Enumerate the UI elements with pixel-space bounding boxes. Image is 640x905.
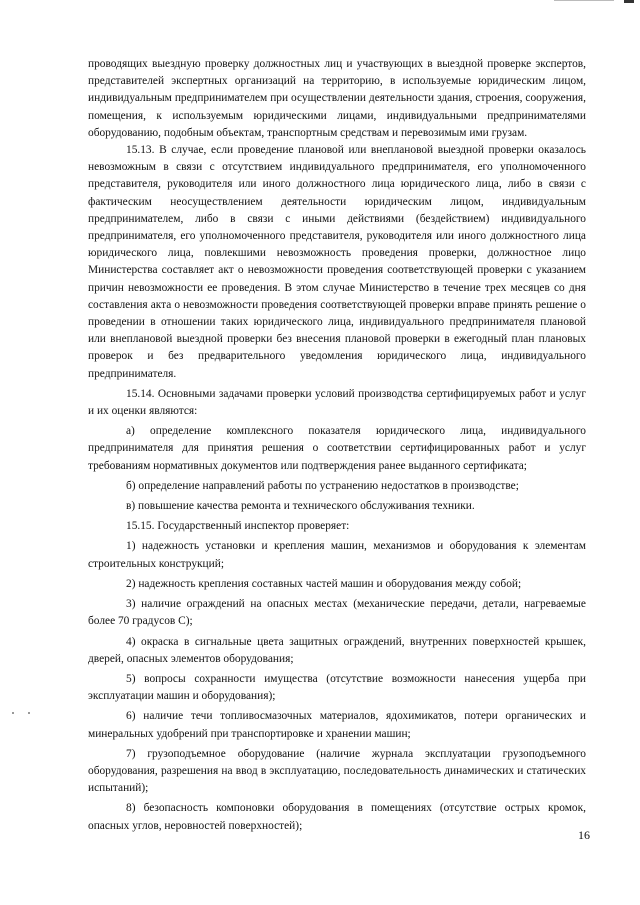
paragraph-continuation: проводящих выездную проверку должностных лиц и участвующих в выездной проверке экспертов, представителей экспертных организаций на территорию, в используемые юридическим лицом, индивидуальным предпринимателем при осуществлении деятельности здания, строения, сооружения, помещения, к используемым юридическими лицами, индивидуальными предпринимателями оборудованию, подобным объектам, транспортным средствам и перевозимым ими грузам.: [88, 58, 586, 139]
scan-artifact-mark: [624, 0, 634, 3]
scan-artifact-line: [554, 0, 614, 1]
list-item-a: а) определение комплексного показателя юридического лица, индивидуального предпринимателя для принятия решения о соответствии сертифицированных работ и услуг требованиям нормативных документов или подтверждения ранее выданного сертификата;: [88, 425, 586, 472]
list-item-5: 5) вопросы сохранности имущества (отсутствие возможности нанесения ущерба при эксплуатации машин и оборудования);: [88, 672, 586, 703]
list-item-4: 4) окраска в сигнальные цвета защитных ограждений, внутренних поверхностей крышек, дверей, опасных элементов оборудования;: [88, 635, 586, 665]
list-item-7: 7) грузоподъемное оборудование (наличие журнала эксплуатации грузоподъемного оборудования, разрешения на ввод в эксплуатацию, последовательность динамических и статических испытаний);: [88, 747, 586, 795]
list-item-v: в) повышение качества ремонта и технического обслуживания техники.: [126, 500, 475, 513]
page-number: 16: [578, 828, 590, 842]
scan-speck: [28, 712, 30, 714]
list-item-6: 6) наличие течи топливосмазочных материалов, ядохимикатов, потери органических и минеральных удобрений при транспортировке и хранении машин;: [88, 710, 586, 740]
list-item-2: 2) надежность крепления составных частей машин и оборудования между собой;: [126, 577, 522, 590]
paragraph-15-15: 15.15. Государственный инспектор проверяет:: [126, 520, 350, 533]
paragraph-15-13: 15.13. В случае, если проведение плановой или внеплановой выездной проверки оказалось невозможным в связи с отсутствием индивидуального предпринимателя, его уполномоченного представителя, руководителя или иного должностного лица юридического лица, либо в связи с фактическим неосуществлением деятельности юридическим лицом, индивидуальным предпринимателем, либо в связи с иными действиями (бездействием) индивидуального предпринимателя, его уполномоченного представителя, руководителя или иного должностного лица юридического лица, повлекшими невозможность проведения проверки, должностное лицо Министерства составляет акт о невозможности проведения соответствующей проверки с указанием причин невозможности ее проведения. В этом случае Министерство в течение трех месяцев со дня составления акта о невозможности проведения соответствующей проверки вправе принять решение о проведении в отношении таких юридического лица, индивидуального предпринимателя плановой или внеплановой выездной проверки без внесения плановой проверки в ежегодный план плановых проверок и без предварительного уведомления юридического лица, индивидуального предпринимателя.: [88, 144, 586, 380]
list-item-b: б) определение направлений работы по устранению недостатков в производстве;: [126, 479, 519, 492]
scan-speck: [12, 712, 14, 714]
list-item-3: 3) наличие ограждений на опасных местах (механические передачи, детали, нагреваемые более 70 градусов С);: [88, 598, 586, 628]
list-item-1: 1) надежность установки и крепления машин, механизмов и оборудования к элементам строительных конструкций;: [88, 540, 586, 570]
paragraph-15-14: 15.14. Основными задачами проверки условий производства сертифицируемых работ и услуг и их оценки являются:: [88, 387, 586, 418]
list-item-8: 8) безопасность компоновки оборудования в помещениях (отсутствие острых кромок, опасных углов, неровностей поверхностей);: [88, 802, 586, 832]
document-body: [88, 56, 586, 835]
